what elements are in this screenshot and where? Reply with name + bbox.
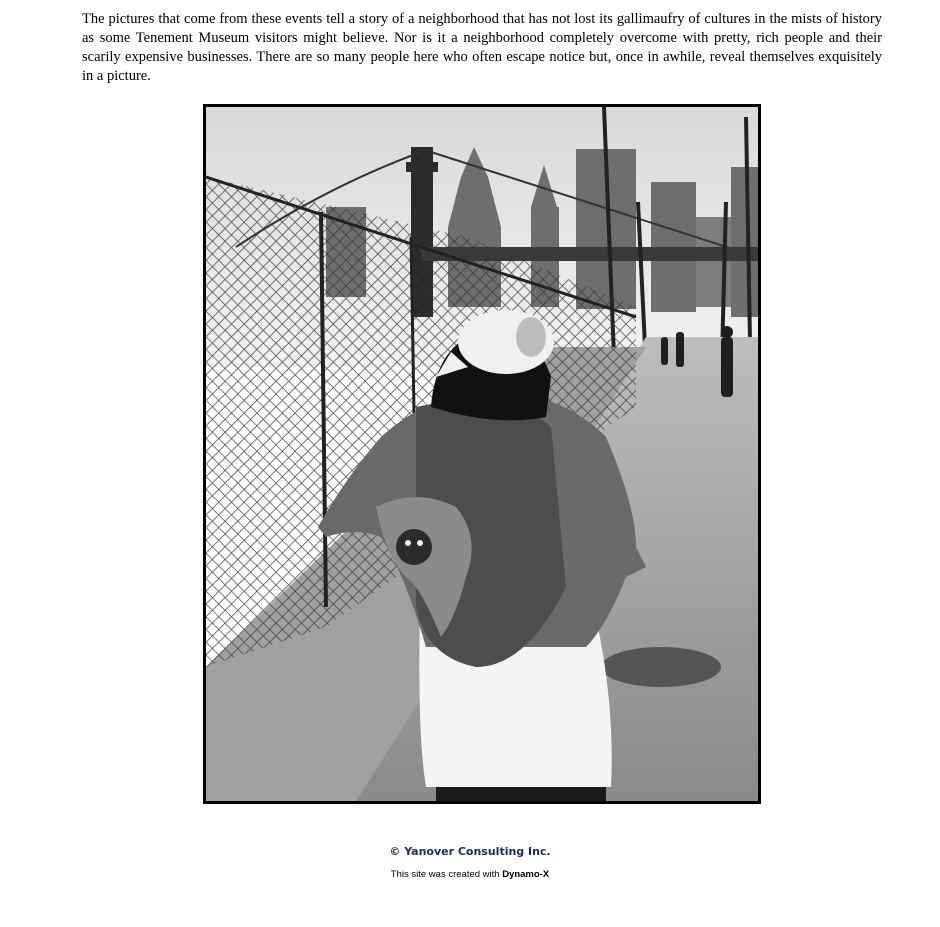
photo-illustration xyxy=(206,107,758,801)
dynamo-x-link[interactable]: Dynamo-X xyxy=(502,869,550,880)
site-credit xyxy=(0,869,940,880)
street-photo xyxy=(203,104,761,804)
manhole-cover xyxy=(601,647,721,687)
intro-paragraph: The pictures that come from these events tell a story of a neighborhood that has not lost its gallimaufry of cultures in the mists of history as some Tenement Museum visitors might believe. Nor is it a neighborhood completely overcome with pretty, rich people and their scarily expensive businesses. There are so many people here who often escape notice but, once in awhile, reveal themselves exquisitely in a picture. xyxy=(82,11,882,84)
copyright-notice: © Yanover Consulting Inc. xyxy=(389,845,551,858)
credit-prefix: This site was created with xyxy=(390,869,503,880)
